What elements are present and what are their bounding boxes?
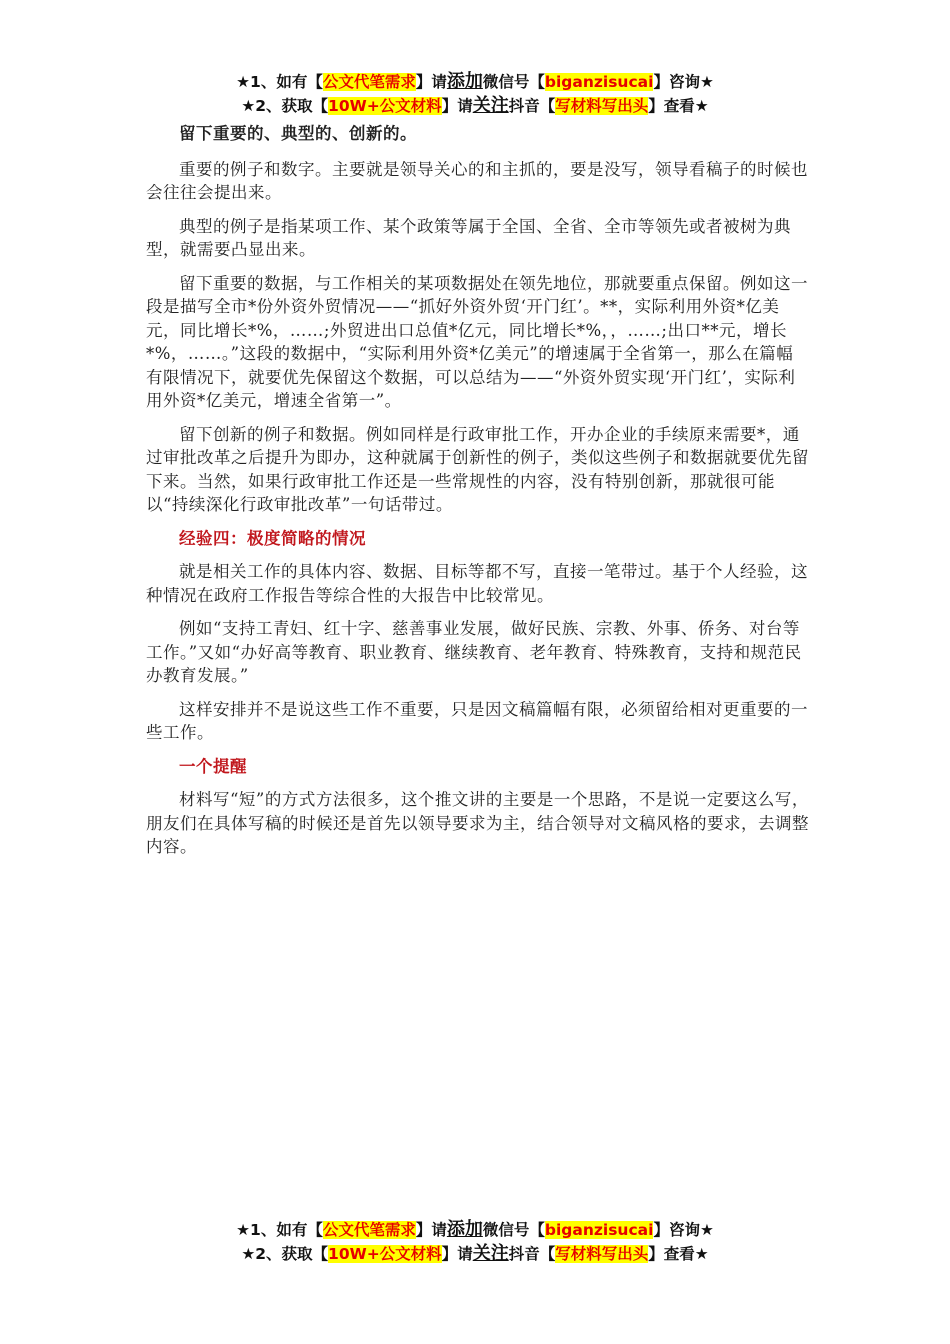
- paragraph: 留下创新的例子和数据。例如同样是行政审批工作，开办企业的手续原来需要*，通过审批改革之后提升为即办，这种就属于创新性的例子，类似这些例子和数据就要优先留下来。当然，如果行政审批工作还是一些常规性的内容，没有特别创新，那就很可能以“持续深化行政审批改革”一句话带过。: [146, 424, 809, 514]
- highlight-douyin-account: 写材料写出头: [555, 1245, 649, 1263]
- highlight-writing-service: 公文代笔需求: [322, 73, 416, 91]
- banner-text: 抖音【: [508, 97, 556, 115]
- footer-banner: [0, 1218, 950, 1266]
- banner-line-1: [0, 1218, 950, 1242]
- section-heading-experience-4: 经验四：极度简略的情况: [179, 528, 366, 548]
- paragraph: 重要的例子和数字。主要就是领导关心的和主抓的，要是没写，领导看稿子的时候也会往往会提出来。: [146, 159, 808, 202]
- banner-text: 抖音【: [508, 1245, 556, 1263]
- highlight-douyin-account: 写材料写出头: [555, 97, 649, 115]
- highlight-materials: 10W+公文材料: [328, 1245, 442, 1263]
- banner-text: 】请: [441, 1245, 473, 1263]
- paragraph: 材料写“短”的方式方法很多，这个推文讲的主要是一个思路，不是说一定要这么写，朋友们在具体写稿的时候还是首先以领导要求为主，结合领导对文稿风格的要求，去调整内容。: [146, 790, 809, 856]
- lead-paragraph: 留下重要的、典型的、创新的。: [179, 124, 417, 143]
- emphasis-follow: 关注: [472, 95, 509, 116]
- banner-text: ★1、如有【: [236, 73, 323, 91]
- banner-text: 】请: [415, 73, 447, 91]
- banner-line-2: [0, 94, 950, 118]
- banner-text: ★2、获取【: [241, 1245, 329, 1263]
- banner-line-2: [0, 1242, 950, 1266]
- banner-line-1: [0, 70, 950, 94]
- banner-text: 】咨询★: [653, 73, 714, 91]
- emphasis-add: 添加: [446, 71, 483, 92]
- banner-text: 】查看★: [648, 1245, 709, 1263]
- banner-text: 】咨询★: [653, 1221, 714, 1239]
- banner-text: 微信号【: [482, 1221, 545, 1239]
- header-banner: [0, 70, 950, 118]
- banner-text: ★1、如有【: [236, 1221, 323, 1239]
- paragraph: 就是相关工作的具体内容、数据、目标等都不写，直接一笔带过。基于个人经验，这种情况在政府工作报告等综合性的大报告中比较常见。: [146, 562, 808, 605]
- paragraph: 这样安排并不是说这些工作不重要，只是因文稿篇幅有限，必须留给相对更重要的一些工作。: [146, 699, 808, 742]
- paragraph: 例如“支持工青妇、红十字、慈善事业发展，做好民族、宗教、外事、侨务、对台等工作。”又如“办好高等教育、职业教育、继续教育、老年教育、特殊教育，支持和规范民办教育发展。”: [146, 619, 802, 685]
- highlight-materials: 10W+公文材料: [328, 97, 442, 115]
- emphasis-follow: 关注: [472, 1243, 509, 1264]
- paragraph: 典型的例子是指某项工作、某个政策等属于全国、全省、全市等领先或者被树为典型，就需要凸显出来。: [146, 216, 791, 259]
- banner-text: 】请: [441, 97, 473, 115]
- highlight-writing-service: 公文代笔需求: [322, 1221, 416, 1239]
- highlight-wechat-id: biganzisucai: [544, 1221, 654, 1239]
- emphasis-add: 添加: [446, 1219, 483, 1240]
- paragraph: 留下重要的数据，与工作相关的某项数据处在领先地位，那就要重点保留。例如这一段是描写全市*份外资外贸情况——“抓好外资外贸‘开门红’。**，实际利用外资*亿美元，同比增长*%，……;外贸进出口总值*亿元，同比增长*%，，……;出口**元，增长*%，……。”这段的数据中，“实际利用外资*亿美元”的增速属于全省第一，那么在篇幅有限情况下，就要优先保留这个数据，可以总结为——“外资外贸实现‘开门红’，实际利用外资*亿美元，增速全省第一”。: [146, 273, 808, 410]
- banner-text: 微信号【: [482, 73, 545, 91]
- highlight-wechat-id: biganzisucai: [544, 73, 654, 91]
- section-heading-reminder: 一个提醒: [179, 756, 247, 776]
- banner-text: 】请: [415, 1221, 447, 1239]
- document-body: [146, 122, 810, 869]
- banner-text: ★2、获取【: [241, 97, 329, 115]
- banner-text: 】查看★: [648, 97, 709, 115]
